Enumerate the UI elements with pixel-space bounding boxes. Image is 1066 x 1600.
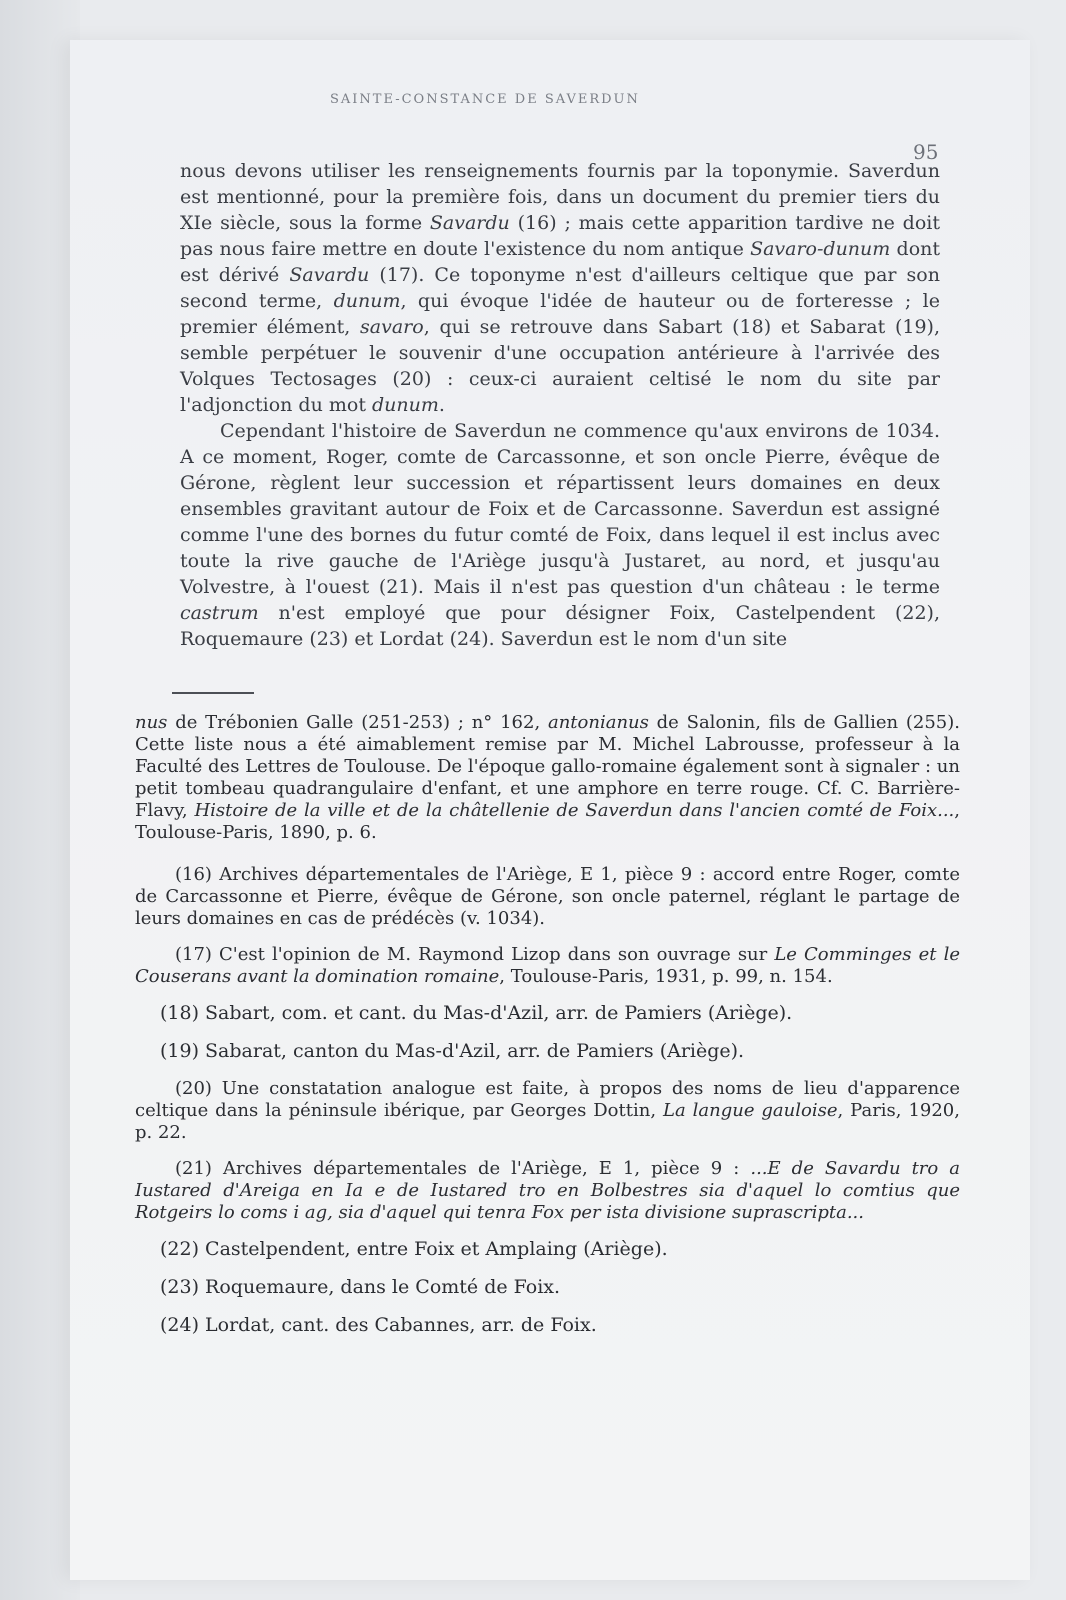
text-run: dont est dérivé	[180, 238, 941, 286]
footnotes	[135, 712, 960, 1352]
italic-run: antonianus	[547, 712, 649, 733]
paragraph-history	[180, 418, 940, 652]
running-header: SAINTE-CONSTANCE DE SAVERDUN	[330, 92, 640, 107]
text-run: , Paris, 1920, p. 22.	[135, 1100, 960, 1143]
italic-run: nus	[135, 712, 168, 733]
text-run: de Trébonien Galle (251-253) ; n° 162,	[167, 712, 548, 733]
italic-run: castrum	[180, 602, 259, 624]
paragraph-toponymy	[180, 158, 940, 418]
footnote-continuation	[135, 712, 960, 844]
main-text	[180, 158, 940, 652]
footnote-21	[135, 1158, 960, 1224]
footnote-20	[135, 1078, 960, 1144]
text-run: de Salonin, fils de Gallien (255). Cette liste nous a été aimablement remise par M. Michel Labrousse, professeur à la Faculté des Lettres de Toulouse. De l'époque gallo-romaine également sont à signaler : un petit tombeau quadrangulaire d'enfant, et une amphore en terre rouge. Cf. C. Barrière-Flavy,	[135, 712, 960, 821]
text-run: nous devons utiliser les renseignements fournis par la toponymie. Saverdun est mentionné, pour la première fois, dans un document du premier tiers du XIe siècle, sous la forme	[180, 160, 940, 234]
text-run: n'est employé que pour désigner Foix, Castelpendent (22), Roquemaure (23) et Lordat (24). Saverdun est le nom d'un site	[180, 602, 940, 650]
footnote-22	[135, 1238, 960, 1260]
page-gutter-shadow	[0, 0, 80, 1600]
footnote-19	[135, 1040, 960, 1062]
footnote-17	[135, 944, 960, 988]
text-run: , Toulouse-Paris, 1890, p. 6.	[135, 800, 960, 843]
footnote-16	[135, 864, 960, 930]
text-run: (23) Roquemaure, dans le Comté de Foix.	[160, 1276, 561, 1298]
text-run: (17) C'est l'opinion de M. Raymond Lizop dans son ouvrage sur	[175, 944, 775, 965]
page-number: 95	[913, 140, 939, 164]
text-run: (24) Lordat, cant. des Cabannes, arr. de Foix.	[160, 1314, 597, 1336]
italic-run: ...E de Savardu tro a Iustared d'Areiga en Ia e de Iustared tro en Bolbestres sia d'aquel lo comtius que Rotgeirs lo coms i ag, sia d'aquel qui tenra Fox per ista divisione suprascripta...	[135, 1158, 960, 1223]
text-run: , qui se retrouve dans Sabart (18) et Sabarat (19), semble perpétuer le souvenir d'une occupation antérieure à l'arrivée des Volques Tectosages (20) : ceux-ci auraient celtisé le nom du site par l'adjonction du mot	[180, 316, 940, 416]
text-run: , Toulouse-Paris, 1931, p. 99, n. 154.	[499, 966, 833, 987]
footnote-23	[135, 1276, 960, 1298]
italic-run: Histoire de la ville et de la châtellenie de Saverdun dans l'ancien comté de Foix...	[194, 800, 955, 821]
footnote-separator	[172, 692, 254, 694]
text-run: , qui évoque l'idée de hauteur ou de forteresse ; le premier élément,	[180, 290, 940, 338]
text-run: (19) Sabarat, canton du Mas-d'Azil, arr. de Pamiers (Ariège).	[160, 1040, 745, 1062]
text-run: Cependant l'histoire de Saverdun ne commence qu'aux environs de 1034. A ce moment, Roger, comte de Carcassonne, et son oncle Pierre, évêque de Gérone, règlent leur succession et répartissent leurs domaines en deux ensembles gravitant autour de Foix et de Carcassonne. Saverdun est assigné comme l'une des bornes du futur comté de Foix, dans lequel il est inclus avec toute la rive gauche de l'Ariège jusqu'à Justaret, au nord, et jusqu'au Volvestre, à l'ouest (21). Mais il n'est pas question d'un château : le terme	[180, 420, 940, 598]
italic-run: Savaro-dunum	[750, 238, 891, 260]
italic-run: Le Comminges et le Couserans avant la domination romaine	[135, 944, 960, 987]
text-run: (17). Ce toponyme n'est d'ailleurs celtique que par son second terme,	[180, 264, 940, 312]
text-run: (22) Castelpendent, entre Foix et Amplaing (Ariège).	[160, 1238, 668, 1260]
italic-run: dunum	[372, 394, 439, 416]
text-run: (21) Archives départementales de l'Ariège, E 1, pièce 9 :	[175, 1158, 751, 1179]
italic-run: savaro	[360, 316, 424, 338]
italic-run: Savardu	[429, 212, 510, 234]
footnote-24	[135, 1314, 960, 1336]
footnote-18	[135, 1002, 960, 1024]
text-run: .	[438, 394, 445, 416]
text-run: (16) Archives départementales de l'Ariège, E 1, pièce 9 : accord entre Roger, comte de Carcassonne et Pierre, évêque de Gérone, son oncle paternel, réglant le partage de leurs domaines en cas de prédécès (v. 1034).	[135, 864, 960, 929]
italic-run: dunum	[333, 290, 401, 312]
italic-run: Savardu	[289, 264, 370, 286]
text-run: (20) Une constatation analogue est faite, à propos des noms de lieu d'apparence celtique dans la péninsule ibérique, par Georges Dottin,	[135, 1078, 960, 1121]
italic-run: La langue gauloise	[663, 1100, 838, 1121]
text-run: (18) Sabart, com. et cant. du Mas-d'Azil, arr. de Pamiers (Ariège).	[160, 1002, 793, 1024]
text-run: (16) ; mais cette apparition tardive ne doit pas nous faire mettre en doute l'existence du nom antique	[180, 212, 940, 260]
